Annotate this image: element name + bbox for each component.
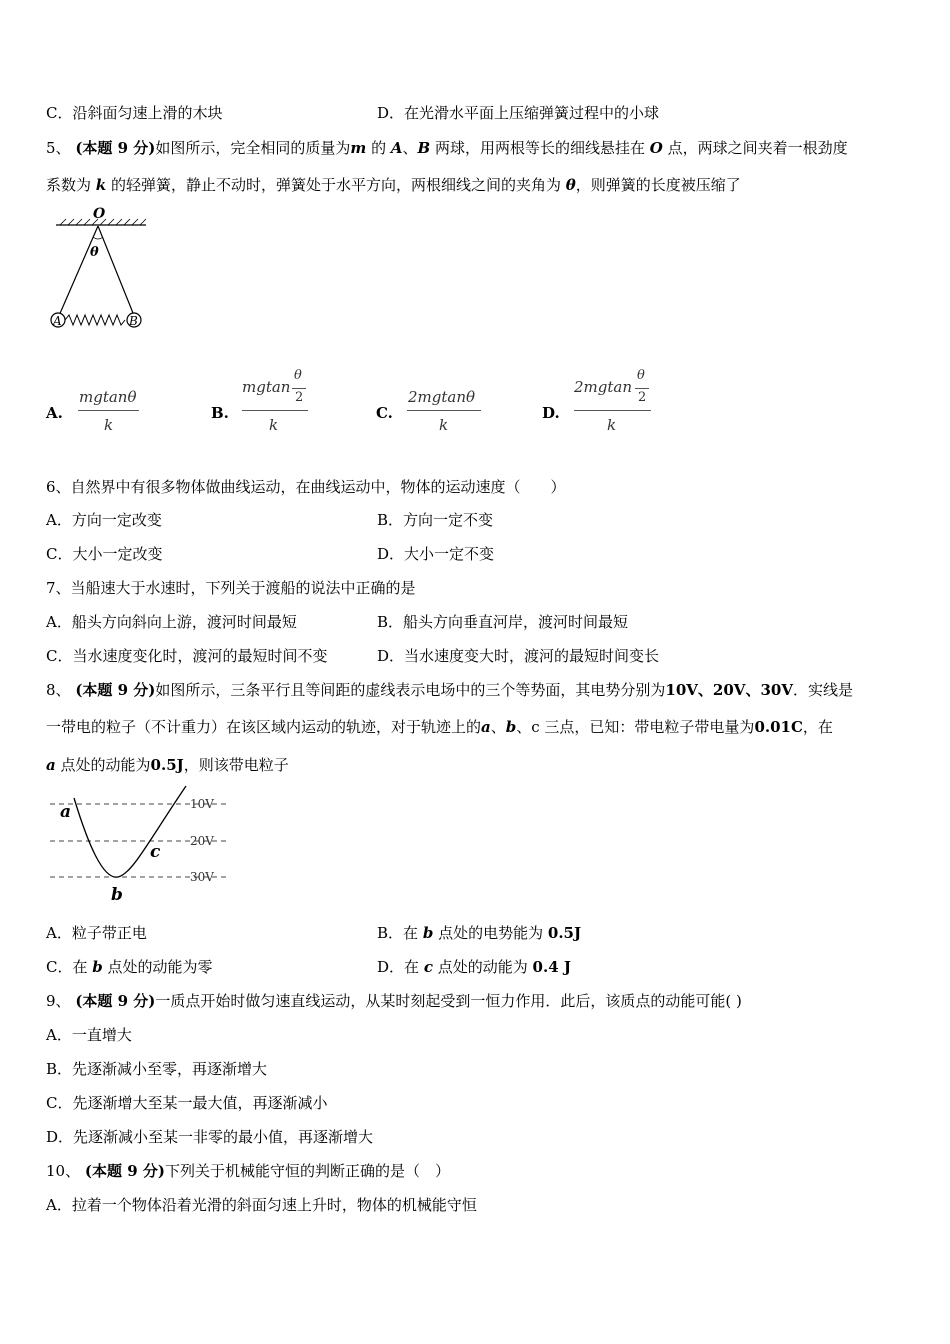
q6-stem: 6、自然界中有很多物体做曲线运动，在曲线运动中，物体的运动速度（ ） [46, 478, 566, 496]
q5-pendulum-figure [50, 204, 160, 334]
q7-option-d: D．当水速度变大时，渡河的最短时间变长 [377, 647, 660, 665]
q10-stem: 10、 (本题 9 分)下列关于机械能守恒的判断正确的是（ ） [46, 1162, 450, 1180]
angle-arc [93, 237, 103, 239]
q6-option-a: A．方向一定改变 [46, 511, 162, 529]
q6-option-d: D．大小一定不变 [377, 545, 495, 563]
q5-option-b-fraction: mgtan θ 2 k [242, 368, 308, 438]
q5-option-c-letter: C. [376, 404, 393, 422]
trajectory [74, 786, 186, 877]
right-string [98, 226, 135, 318]
q8-stem-line3: a 点处的动能为0.5J，则该带电粒子 [46, 756, 289, 774]
ball-b-label: B [129, 314, 138, 328]
q4-option-c: C．沿斜面匀速上滑的木块 [46, 104, 223, 122]
q5-option-b-letter: B. [211, 404, 229, 422]
q5-option-d-letter: D. [542, 404, 560, 422]
q9-option-b: B．先逐渐减小至零，再逐渐增大 [46, 1060, 268, 1078]
q9-option-a: A．一直增大 [46, 1026, 132, 1044]
spring [65, 315, 125, 325]
q6-option-c: C．大小一定改变 [46, 545, 163, 563]
label-10v: 10V [190, 797, 214, 811]
q5-option-a-fraction: mgtanθ k [78, 388, 140, 438]
q8-option-d: D．在 c 点处的动能为 0.4 J [377, 958, 571, 976]
q8-field-figure [48, 784, 238, 906]
point-o-label: O [93, 206, 106, 222]
q7-option-b: B．船头方向垂直河岸，渡河时间最短 [377, 613, 629, 631]
q7-option-a: A．船头方向斜向上游，渡河时间最短 [46, 613, 297, 631]
q5-option-d-fraction: 2mgtan θ 2 k [574, 368, 652, 438]
ball-a-label: A [53, 314, 62, 328]
label-20v: 20V [190, 834, 214, 848]
q8-stem-line1: 8、 (本题 9 分)如图所示，三条平行且等间距的虚线表示电场中的三个等势面，其电势分别为10V、20V、30V．实线是 [46, 681, 853, 699]
q10-option-a: A．拉着一个物体沿着光滑的斜面匀速上升时，物体的机械能守恒 [46, 1196, 477, 1214]
q5-option-c-fraction: 2mgtanθ k [407, 388, 483, 438]
q6-option-b: B．方向一定不变 [377, 511, 494, 529]
label-30v: 30V [190, 870, 214, 884]
q9-option-c: C．先逐渐增大至某一最大值，再逐渐减小 [46, 1094, 328, 1112]
q7-option-c: C．当水速度变化时，渡河的最短时间不变 [46, 647, 328, 665]
point-a-label: a [60, 802, 72, 822]
q8-option-a: A．粒子带正电 [46, 924, 147, 942]
point-b-label: b [111, 885, 123, 905]
q8-option-b: B．在 b 点处的电势能为 0.5J [377, 924, 582, 942]
left-string [58, 226, 98, 318]
q5-stem-line2: 系数为 k 的轻弹簧，静止不动时，弹簧处于水平方向，两根细线之间的夹角为 θ，则弹簧的长度被压缩了 [46, 176, 741, 194]
q8-stem-line2: 一带电的粒子（不计重力）在该区域内运动的轨迹，对于轨迹上的a、b、c 三点，已知：带电粒子带电量为0.01C，在 [46, 718, 833, 736]
q8-option-c: C．在 b 点处的动能为零 [46, 958, 213, 976]
q7-stem: 7、当船速大于水速时，下列关于渡船的说法中正确的是 [46, 579, 416, 597]
q9-option-d: D．先逐渐减小至某一非零的最小值，再逐渐增大 [46, 1128, 374, 1146]
point-c-label: c [150, 842, 161, 862]
q9-stem: 9、 (本题 9 分)一质点开始时做匀速直线运动，从某时刻起受到一恒力作用．此后，该质点的动能可能( ) [46, 992, 742, 1010]
q5-stem-line1: 5、 (本题 9 分)如图所示，完全相同的质量为m 的 A、B 两球，用两根等长的细线悬挂在 O 点，两球之间夹着一根劲度 [46, 139, 848, 157]
q5-option-a-letter: A. [46, 404, 63, 422]
theta-label: θ [90, 245, 99, 260]
q4-option-d: D．在光滑水平面上压缩弹簧过程中的小球 [377, 104, 660, 122]
